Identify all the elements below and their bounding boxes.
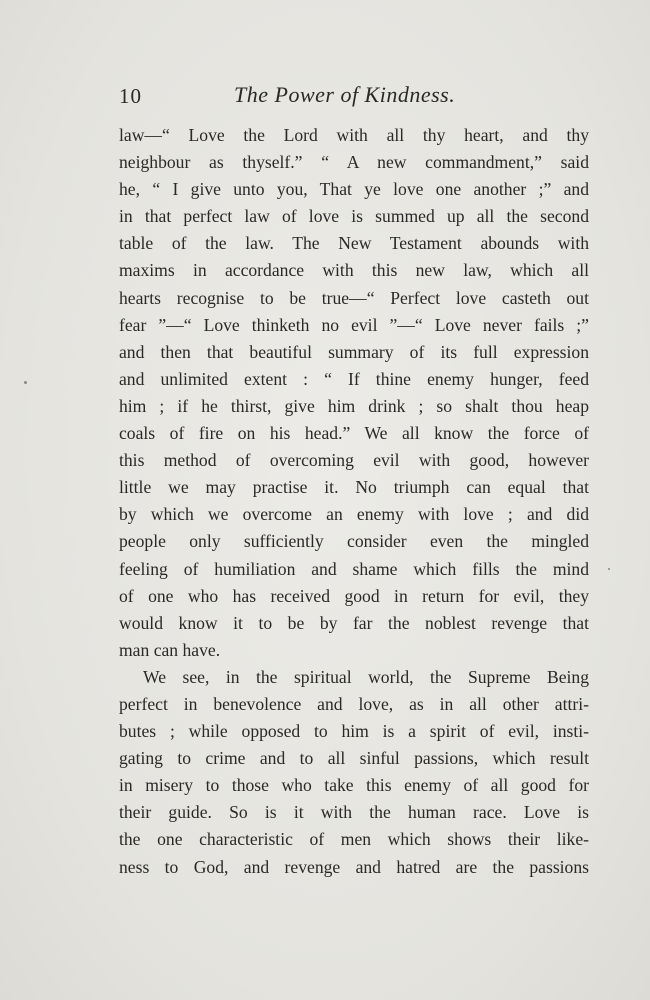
text-line: perfect in benevolence and love, as in all other attri- [119, 693, 589, 714]
text-line: their guide. So is it with the human race. Love is [119, 802, 589, 823]
text-line: coals of fire on his head.” We all know the force of [119, 423, 589, 444]
text-line: in misery to those who take this enemy of all good for [119, 775, 589, 796]
text-line: of one who has received good in return for evil, they [119, 585, 589, 606]
text-line: this method of overcoming evil with good, however [119, 450, 589, 471]
text-line: him ; if he thirst, give him drink ; so shalt thou heap [119, 395, 589, 416]
text-line: and then that beautiful summary of its full expression [119, 341, 589, 362]
running-title: The Power of Kindness. [234, 82, 456, 107]
text-line: gating to crime and to all sinful passions, which result [119, 748, 589, 769]
text-line: law—“ Love the Lord with all thy heart, and thy [119, 125, 589, 145]
text-line: butes ; while opposed to him is a spirit of evil, insti- [119, 721, 589, 742]
text-line: ness to God, and revenge and hatred are the passions [119, 856, 589, 877]
text-line: hearts recognise to be true—“ Perfect love casteth out [119, 287, 589, 308]
text-line: maxims in accordance with this new law, which all [119, 260, 589, 281]
text-line: the one characteristic of men which shows their like- [119, 829, 589, 850]
text-line: people only sufficiently consider even the mingled [119, 531, 589, 552]
text-line: and unlimited extent : “ If thine enemy hunger, feed [119, 368, 589, 389]
text-line: he, “ I give unto you, That ye love one another ;” and [119, 179, 589, 200]
text-line: in that perfect law of love is summed up all the second [119, 206, 589, 227]
page-header [119, 80, 559, 114]
text-line: would know it to be by far the noblest revenge that [119, 612, 589, 633]
text-line: man can have. [119, 639, 221, 660]
text-line: feeling of humiliation and shame which fills the mind [119, 558, 589, 579]
paper-speck [608, 568, 610, 570]
paragraph-2 [119, 664, 589, 881]
text-line: fear ”—“ Love thinketh no evil ”—“ Love never fails ;” [119, 314, 589, 335]
text-line: neighbour as thyself.” “ A new commandment,” said [119, 152, 589, 173]
text-line: little we may practise it. No triumph can equal that [119, 477, 589, 498]
text-line: by which we overcome an enemy with love ; and did [119, 504, 589, 525]
text-line: We see, in the spiritual world, the Supreme Being [143, 666, 589, 687]
paragraph-1 [119, 122, 589, 664]
paper-speck [24, 381, 27, 384]
page-number: 10 [119, 84, 142, 108]
text-line: table of the law. The New Testament abounds with [119, 233, 589, 254]
body-text [119, 122, 589, 881]
